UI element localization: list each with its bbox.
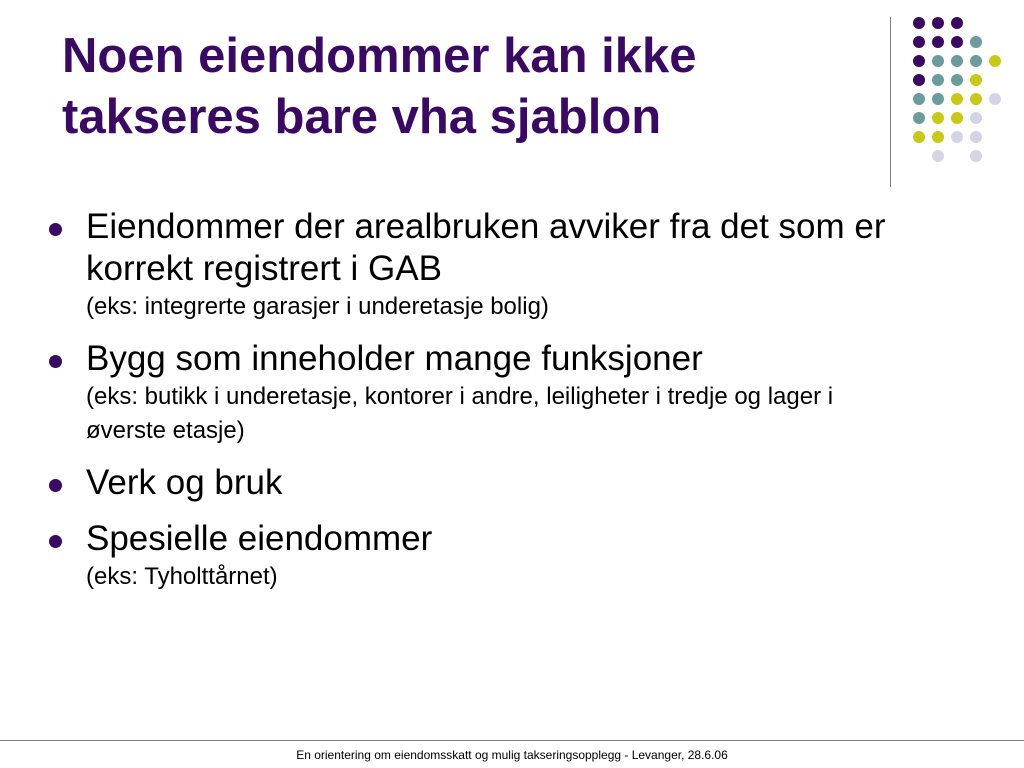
bullet-sub-text: (eks: Tyholttårnet)	[86, 563, 278, 590]
decor-dot	[970, 93, 982, 105]
decor-dot	[989, 93, 1001, 105]
decor-dot	[970, 150, 982, 162]
decor-dot	[932, 36, 944, 48]
decor-dot	[913, 17, 925, 29]
bullet-main-text: Verk og bruk	[86, 463, 283, 502]
bullet-marker	[49, 355, 62, 368]
bullet-marker	[49, 479, 62, 492]
bullet-item-1	[46, 206, 946, 324]
decor-dot	[932, 55, 944, 67]
decor-dot	[913, 55, 925, 67]
decorative-divider	[890, 17, 891, 187]
bullet-item-2	[46, 338, 946, 448]
bullet-main-text: Eiendommer der arealbruken avviker fra det som er korrekt registrert i GAB	[86, 207, 886, 288]
decor-dot	[913, 131, 925, 143]
decor-dot	[932, 17, 944, 29]
bullet-marker	[49, 535, 62, 548]
decor-dot	[951, 112, 963, 124]
decor-dot	[932, 74, 944, 86]
footer-divider	[0, 740, 1024, 741]
slide-title	[62, 26, 862, 148]
bullet-sub-text: (eks: butikk i underetasje, kontorer i andre, leiligheter i tredje og lager i øverste etasje)	[86, 383, 834, 444]
slide-title-line-2: takseres bare vha sjablon	[62, 90, 662, 144]
decor-dot	[989, 55, 1001, 67]
decor-dot	[932, 150, 944, 162]
decor-dot	[932, 131, 944, 143]
bullet-sub-text: (eks: integrerte garasjer i underetasje bolig)	[86, 293, 549, 320]
decor-dot	[913, 112, 925, 124]
bullet-main-text: Bygg som inneholder mange funksjoner	[86, 339, 703, 378]
bullet-item-4	[46, 518, 946, 594]
slide-footer: En orientering om eiendomsskatt og mulig takseringsopplegg - Levanger, 28.6.06	[296, 748, 728, 762]
decor-dot	[951, 36, 963, 48]
decor-dot	[951, 93, 963, 105]
bullet-marker	[49, 223, 62, 236]
slide-title-line-1: Noen eiendommer kan ikke	[62, 29, 697, 83]
decor-dot	[951, 74, 963, 86]
decor-dot	[913, 74, 925, 86]
bullet-item-3	[46, 462, 946, 504]
decor-dot	[932, 93, 944, 105]
decor-dot	[951, 55, 963, 67]
decor-dot	[970, 36, 982, 48]
decor-dot	[913, 93, 925, 105]
decor-dot	[970, 131, 982, 143]
decor-dot	[970, 112, 982, 124]
decor-dot	[951, 131, 963, 143]
decor-dot	[970, 74, 982, 86]
decor-dot	[970, 55, 982, 67]
decor-dot	[951, 17, 963, 29]
decor-dot	[913, 36, 925, 48]
bullet-main-text: Spesielle eiendommer	[86, 519, 433, 558]
bullet-list	[46, 206, 946, 608]
decor-dot	[932, 112, 944, 124]
